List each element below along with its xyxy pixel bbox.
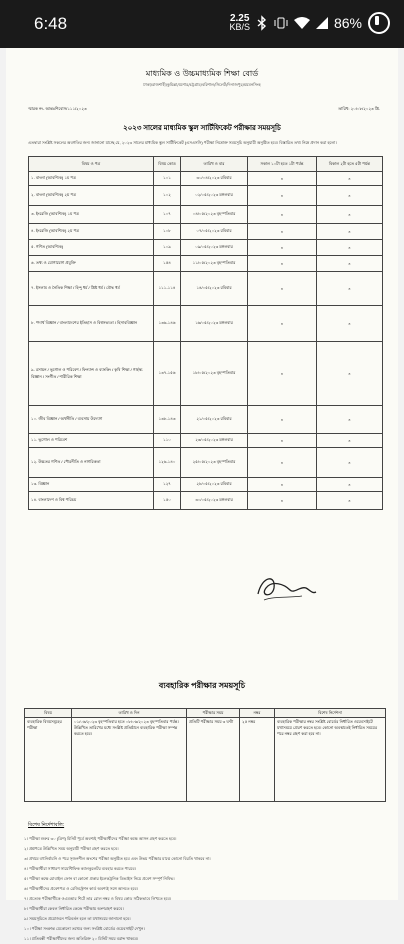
cell-subject: ৯. রসায়ন / ভূগোল ও পরিবেশ / ফিন্যান্স ও ব্যাংকিং / কৃষি শিক্ষা / গার্হস্থ্য বিজ্ঞান / সংগীত / শারীরিক শিক্ষা [29, 342, 154, 406]
cell-subject: ৮. পদার্থ বিজ্ঞান / বাংলাদেশের ইতিহাস ও বিশ্বসভ্যতা / হিসাববিজ্ঞান [29, 306, 154, 342]
cell-afternoon: × [316, 434, 382, 448]
signature [250, 566, 320, 606]
table-row [29, 272, 383, 306]
cell-afternoon: × [316, 478, 382, 492]
board-title: মাধ্যমিক ও উচ্চমাধ্যমিক শিক্ষা বোর্ড [145, 69, 259, 78]
cell-subject: ১০. জীব বিজ্ঞান / অর্থনীতি / ব্যবসায় উদ্যোগ [29, 406, 154, 434]
cell-date: ০৯/০৫/২০২৩ মঙ্গলবার [181, 240, 248, 256]
cell-date: ০৪/০৫/২০২৩ বৃহস্পতিবার [181, 206, 248, 224]
cell-subject: ১১. ভূগোল ও পরিবেশ [29, 434, 154, 448]
cell-code: ১২৬-১৪০ [154, 448, 181, 478]
prac-time: প্রতিটি পরীক্ষার সময় ৩ ঘণ্টা [187, 718, 240, 802]
list-item: ৩। প্রথমে বহুনির্বাচনি ও পরে সৃজনশীল অংশের পরীক্ষা অনুষ্ঠিত হবে এবং উভয় পরীক্ষার মাঝে কোনো বিরতি থাকবে না। [24, 856, 211, 861]
col-morning: সকাল ১০টা হতে ১টা পর্যন্ত [248, 157, 317, 172]
memo-number: স্মারক নং- আন্তঃশিবোস/১১১/২০২৩ [28, 106, 87, 111]
exam-schedule-table [28, 156, 383, 510]
table-row [29, 478, 383, 492]
table-row [29, 240, 383, 256]
cell-date: ১১/০৫/২০২৩ বৃহস্পতিবার [181, 256, 248, 272]
cell-morning: × [248, 206, 317, 224]
battery-icon [368, 12, 390, 34]
cell-date: ৩০/০৪/২০২৩ রবিবার [181, 172, 248, 186]
col-afternoon: বিকাল ২টা হতে ৫টা পর্যন্ত [316, 157, 382, 172]
cell-afternoon: × [316, 240, 382, 256]
cell-date: ২৫/০৫/২০২৩ বৃহস্পতিবার [181, 448, 248, 478]
cell-code: ১২৭ [154, 478, 181, 492]
cell-subject: ১. বাংলা (আবশ্যিক) ১ম পত্র [29, 172, 154, 186]
col-subject: বিষয় ও পত্র [29, 157, 154, 172]
cell-morning: × [248, 256, 317, 272]
cell-subject: ১২. উচ্চতর গণিত / পৌরনীতি ও নাগরিকতা [29, 448, 154, 478]
prac-col-instructions: বিশেষ নির্দেশনা [275, 709, 386, 718]
table-row [29, 256, 383, 272]
bluetooth-icon [256, 16, 268, 30]
cell-subject: ৩. ইংরেজি (আবশ্যিক) ১ম পত্র [29, 206, 154, 224]
cell-afternoon: × [316, 492, 382, 510]
list-item: ৮। পরীক্ষার্থীরা কেবল নির্ধারিত কেন্দ্রে পরীক্ষায় অংশগ্রহণ করবে। [24, 906, 124, 911]
cell-afternoon: × [316, 406, 382, 434]
cell-code: ১৫০ [154, 492, 181, 510]
cell-morning: × [248, 342, 317, 406]
cell-code: ১৫৪ [154, 256, 181, 272]
prac-subject: ব্যবহারিক বিষয়সমূহের পরীক্ষা [25, 718, 72, 802]
cell-morning: × [248, 448, 317, 478]
table-row [29, 342, 383, 406]
list-item: ১। পরীক্ষা শুরুর ৩০ (ত্রিশ) মিনিট পূর্বে অবশ্যই পরীক্ষার্থীদের পরীক্ষা কক্ষে আসন গ্রহণ করতে হবে। [24, 836, 177, 841]
cell-subject: ৬. তথ্য ও যোগাযোগ প্রযুক্তি [29, 256, 154, 272]
cell-date: ২৮/০৫/২০২৩ রবিবার [181, 478, 248, 492]
list-item: ৪। পরীক্ষার্থীরা সাধারণ সায়েন্টিফিক ক্যালকুলেটর ব্যবহার করতে পারবে। [24, 866, 136, 871]
cell-morning: × [248, 224, 317, 240]
cell-afternoon: × [316, 256, 382, 272]
cell-afternoon: × [316, 306, 382, 342]
intro-paragraph: এতদ্বারা সংশ্লিষ্ট সকলের অবগতির জন্য জানানো যাচ্ছে যে, ২০২৩ সালের মাধ্যমিক স্কুল সার্টিফিকেট (এসএসসি) পরীক্ষা নিম্নোক্ত সময়সূচি অনুযায়ী অনুষ্ঠিত হবে। বিস্তারিত তথ্য নিম্নে প্রদান করা হলো। [28, 140, 337, 145]
cell-code: ১১০ [154, 434, 181, 448]
cell-subject: ১৪. বাংলাদেশ ও বিশ্ব পরিচয় [29, 492, 154, 510]
prac-col-date: তারিখ ও দিন [72, 709, 187, 718]
table-header-row [29, 157, 383, 172]
schedule-title: ২০২৩ সালের মাধ্যমিক স্কুল সার্টিফিকেট পরীক্ষার সময়সূচি [123, 125, 281, 132]
table-row [25, 718, 386, 802]
status-bar [0, 0, 404, 48]
cell-code: ১৩৭-১৫৬ [154, 342, 181, 406]
cell-afternoon: × [316, 172, 382, 186]
cell-morning: × [248, 492, 317, 510]
table-row [29, 306, 383, 342]
table-row [29, 186, 383, 206]
list-item: ৬। পরীক্ষার্থীদের প্রবেশপত্র ও রেজিস্ট্রেশন কার্ড অবশ্যই সঙ্গে আনতে হবে। [24, 886, 138, 891]
cell-date: ২৩/০৫/২০২৩ মঙ্গলবার [181, 434, 248, 448]
list-item: ৫। পরীক্ষা কক্ষে মোবাইল ফোন বা কোনো প্রকার ইলেকট্রনিক ডিভাইস নিয়ে প্রবেশ সম্পূর্ণ নিষিদ্ধ। [24, 876, 175, 881]
cell-morning: × [248, 240, 317, 256]
notes-list [24, 834, 390, 944]
cell-code: ১০৯ [154, 240, 181, 256]
cell-morning: × [248, 434, 317, 448]
network-speed: 2.25 KB/S [229, 13, 250, 32]
table-row [29, 492, 383, 510]
cell-date: ২১/০৫/২০২৩ রবিবার [181, 406, 248, 434]
vibrate-icon [274, 17, 288, 29]
list-item: ১০। পরীক্ষা সংক্রান্ত যেকোনো তথ্যের জন্য সংশ্লিষ্ট বোর্ডের ওয়েবসাইট দেখুন। [24, 926, 145, 931]
table-row [29, 448, 383, 478]
cell-morning: × [248, 172, 317, 186]
cell-date: ০৭/০৫/২০২৩ রবিবার [181, 224, 248, 240]
document-page[interactable] [6, 48, 398, 941]
cell-morning: × [248, 478, 317, 492]
memo-date: তারিখ: ২০/০৮/২০২৩ খ্রি. [338, 106, 380, 111]
cell-afternoon: × [316, 272, 382, 306]
prac-marks: ২৫ নম্বর [240, 718, 275, 802]
board-address: ঢাকা/রাজশাহী/কুমিল্লা/যশোর/চট্টগ্রাম/বরিশাল/সিলেট/দিনাজপুর/ময়মনসিংহ [143, 82, 261, 87]
prac-date: ০১/০৬/২০২৩ বৃহস্পতিবার হতে ০৮/০৬/২০২৩ বৃহস্পতিবার পর্যন্ত। উল্লিখিত তারিখের মধ্যে সংশ্লিষ্ট প্রতিষ্ঠানে ব্যবহারিক পরীক্ষা সম্পন্ন করতে হবে। [72, 718, 187, 802]
cell-afternoon: × [316, 448, 382, 478]
prac-col-marks: নম্বর [240, 709, 275, 718]
cell-code: ১০১ [154, 172, 181, 186]
table-row [29, 172, 383, 186]
list-item: ৭। প্রত্যেক পরীক্ষার্থীকে ওএমআর শিটে তার রোল নম্বর ও বিষয় কোড সঠিকভাবে লিখতে হবে। [24, 896, 172, 901]
cell-afternoon: × [316, 224, 382, 240]
notes-title: বিশেষ নির্দেশাবলি: [28, 822, 65, 828]
wifi-icon [294, 17, 310, 29]
list-item: ৯। সময়সূচিতে প্রয়োজনে পরিবর্তন হলে তা যথাসময়ে জানানো হবে। [24, 916, 131, 921]
cell-subject: ৫. গণিত (আবশ্যিক) [29, 240, 154, 256]
cell-date: ১৮/০৫/২০২৩ বৃহস্পতিবার [181, 342, 248, 406]
col-code: বিষয় কোড [154, 157, 181, 172]
clock: 6:48 [34, 14, 68, 33]
cell-code: ১১১-১১৪ [154, 272, 181, 306]
prac-col-subject: বিষয় [25, 709, 72, 718]
practical-schedule-title: ব্যবহারিক পরীক্ষার সময়সূচি [158, 681, 246, 690]
cell-code: ১০৮ [154, 224, 181, 240]
signal-icon [316, 17, 328, 29]
list-item: ১১। প্রতিবন্ধী পরীক্ষার্থীদের জন্য অতিরিক্ত ২০ মিনিট সময় বরাদ্দ থাকবে। [24, 936, 139, 941]
cell-morning: × [248, 186, 317, 206]
prac-instructions: ব্যবহারিক পরীক্ষার নম্বর সংশ্লিষ্ট বোর্ডের নির্ধারিত ওয়েবসাইটে যথাসময়ে প্রেরণ করতে হবে। কোনো অবস্থাতেই নির্ধারিত সময়ের পরে নম্বর গ্রহণ করা হবে না। [275, 718, 386, 802]
status-icons [229, 12, 390, 34]
cell-code: ১৩৬-১৪৬ [154, 306, 181, 342]
battery-percent: 86% [333, 15, 362, 31]
cell-afternoon: × [316, 206, 382, 224]
cell-morning: × [248, 272, 317, 306]
table-row [29, 406, 383, 434]
cell-afternoon: × [316, 342, 382, 406]
table-row [29, 224, 383, 240]
cell-subject: ৪. ইংরেজি (আবশ্যিক) ২য় পত্র [29, 224, 154, 240]
cell-date: ১৪/০৫/২০২৩ রবিবার [181, 272, 248, 306]
cell-morning: × [248, 406, 317, 434]
cell-subject: ২. বাংলা (আবশ্যিক) ২য় পত্র [29, 186, 154, 206]
table-row [29, 206, 383, 224]
cell-code: ১০৭ [154, 206, 181, 224]
cell-subject: ৭. ইসলাম ও নৈতিক শিক্ষা / হিন্দু ধর্ম / খ্রিষ্ট ধর্ম / বৌদ্ধ ধর্ম [29, 272, 154, 306]
practical-schedule-table [24, 708, 386, 802]
table-header-row [25, 709, 386, 718]
cell-code: ১৩৮-১৪৩ [154, 406, 181, 434]
prac-col-time: পরীক্ষার সময় [187, 709, 240, 718]
cell-subject: ১৩. বিজ্ঞান [29, 478, 154, 492]
cell-morning: × [248, 306, 317, 342]
cell-code: ১০২ [154, 186, 181, 206]
col-date: তারিখ ও বার [181, 157, 248, 172]
table-row [29, 434, 383, 448]
cell-afternoon: × [316, 186, 382, 206]
cell-date: ৩০/০৫/২০২৩ মঙ্গলবার [181, 492, 248, 510]
list-item: ২। প্রশ্নপত্রে উল্লিখিত সময় অনুযায়ী পরীক্ষা গ্রহণ করতে হবে। [24, 846, 119, 851]
cell-date: ০২/০৫/২০২৩ মঙ্গলবার [181, 186, 248, 206]
cell-date: ১৬/০৫/২০২৩ মঙ্গলবার [181, 306, 248, 342]
